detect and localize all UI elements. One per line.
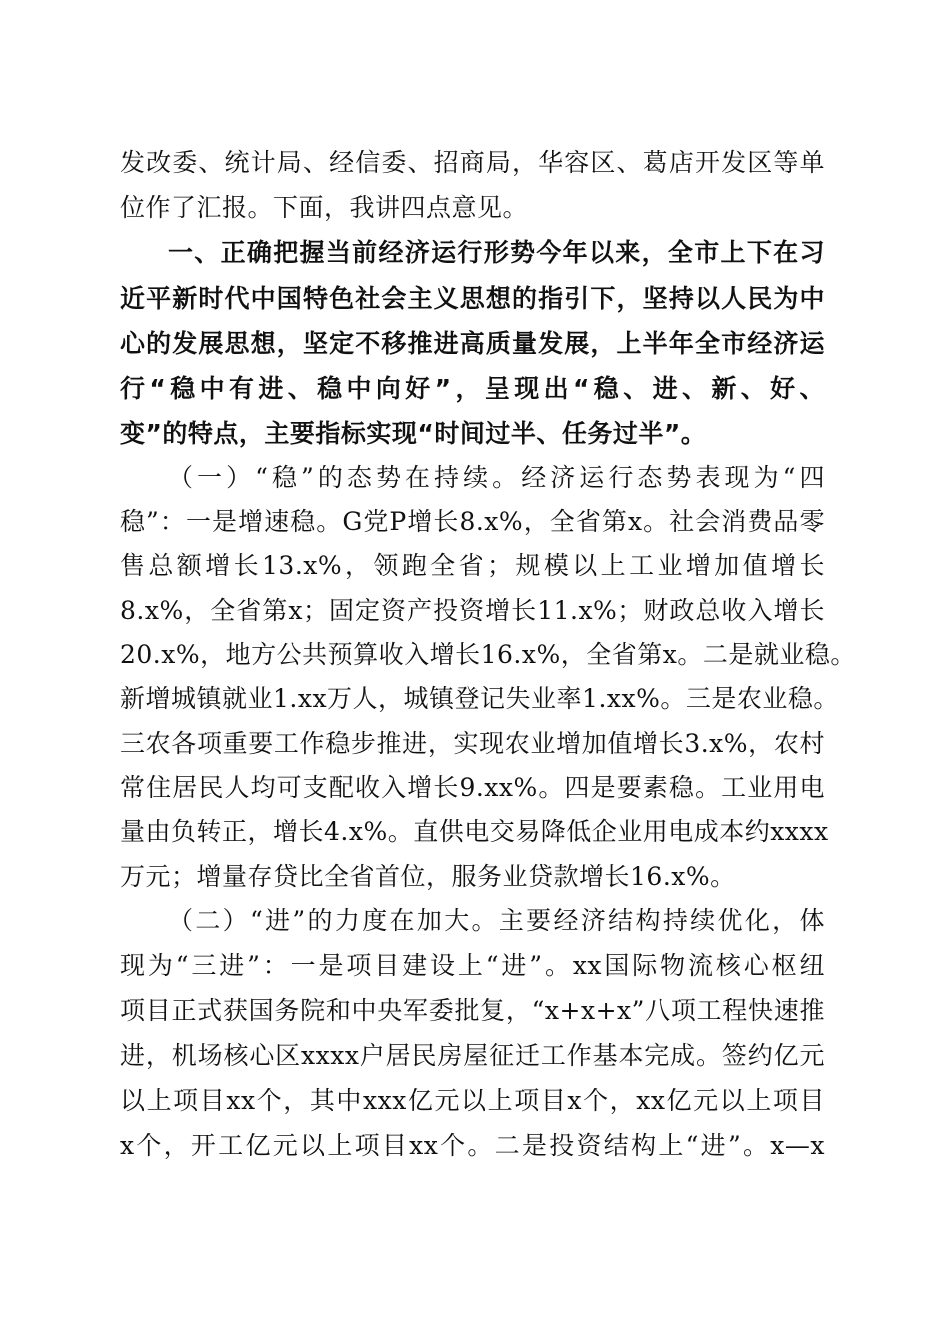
text-line: x个，开工亿元以上项目xx个。二是投资结构上“进”。x—x — [120, 1131, 825, 1160]
text-line: 万元；增量存贷比全省首位，服务业贷款增长16.x%。 — [120, 862, 736, 891]
text-line: 量由负转正，增长4.x%。直供电交易降低企业用电成本约xxxx — [120, 817, 829, 846]
text-line: 现为“三进”：一是项目建设上“进”。xx国际物流核心枢纽 — [120, 951, 825, 980]
subsection-heading: （一）“稳”的态势在持续。经济运行态势表现为“四 — [168, 463, 825, 492]
text-line: 售总额增长13.x%，领跑全省；规模以上工业增加值增长 — [120, 551, 825, 580]
subsection-heading: （二）“进”的力度在加大。主要经济结构持续优化，体 — [168, 906, 825, 935]
text-line: 心的发展思想，坚定不移推进高质量发展，上半年全市经济运 — [120, 329, 825, 358]
text-line: 发改委、统计局、经信委、招商局，华容区、葛店开发区等单 — [120, 148, 825, 177]
text-line: 近平新时代中国特色社会主义思想的指引下，坚持以人民为中 — [120, 284, 825, 313]
text-line: 新增城镇就业1.xx万人，城镇登记失业率1.xx%。三是农业稳。 — [120, 684, 839, 713]
text-line: 三农各项重要工作稳步推进，实现农业增加值增长3.x%，农村 — [120, 729, 825, 758]
text-line: 进，机场核心区xxxx户居民房屋征迁工作基本完成。签约亿元 — [120, 1041, 825, 1070]
section-heading: 一、正确把握当前经济运行形势今年以来，全市上下在习 — [168, 238, 825, 267]
text-line: 位作了汇报。下面，我讲四点意见。 — [120, 193, 529, 222]
text-line: 变”的特点，主要指标实现“时间过半、任务过半”。 — [120, 419, 707, 448]
text-line: 常住居民人均可支配收入增长9.xx%。四是要素稳。工业用电 — [120, 773, 825, 802]
text-line: 20.x%，地方公共预算收入增长16.x%，全省第x。二是就业稳。 — [120, 640, 856, 669]
text-line: 8.x%，全省第x；固定资产投资增长11.x%；财政总收入增长 — [120, 596, 825, 625]
text-line: 项目正式获国务院和中央军委批复，“x+x+x”八项工程快速推 — [120, 996, 825, 1025]
text-line: 行“稳中有进、稳中向好”，呈现出“稳、进、新、好、 — [120, 374, 825, 403]
text-line: 以上项目xx个，其中xxx亿元以上项目x个，xx亿元以上项目 — [120, 1086, 825, 1115]
text-line: 稳”：一是增速稳。G党P增长8.x%，全省第x。社会消费品零 — [120, 507, 825, 536]
